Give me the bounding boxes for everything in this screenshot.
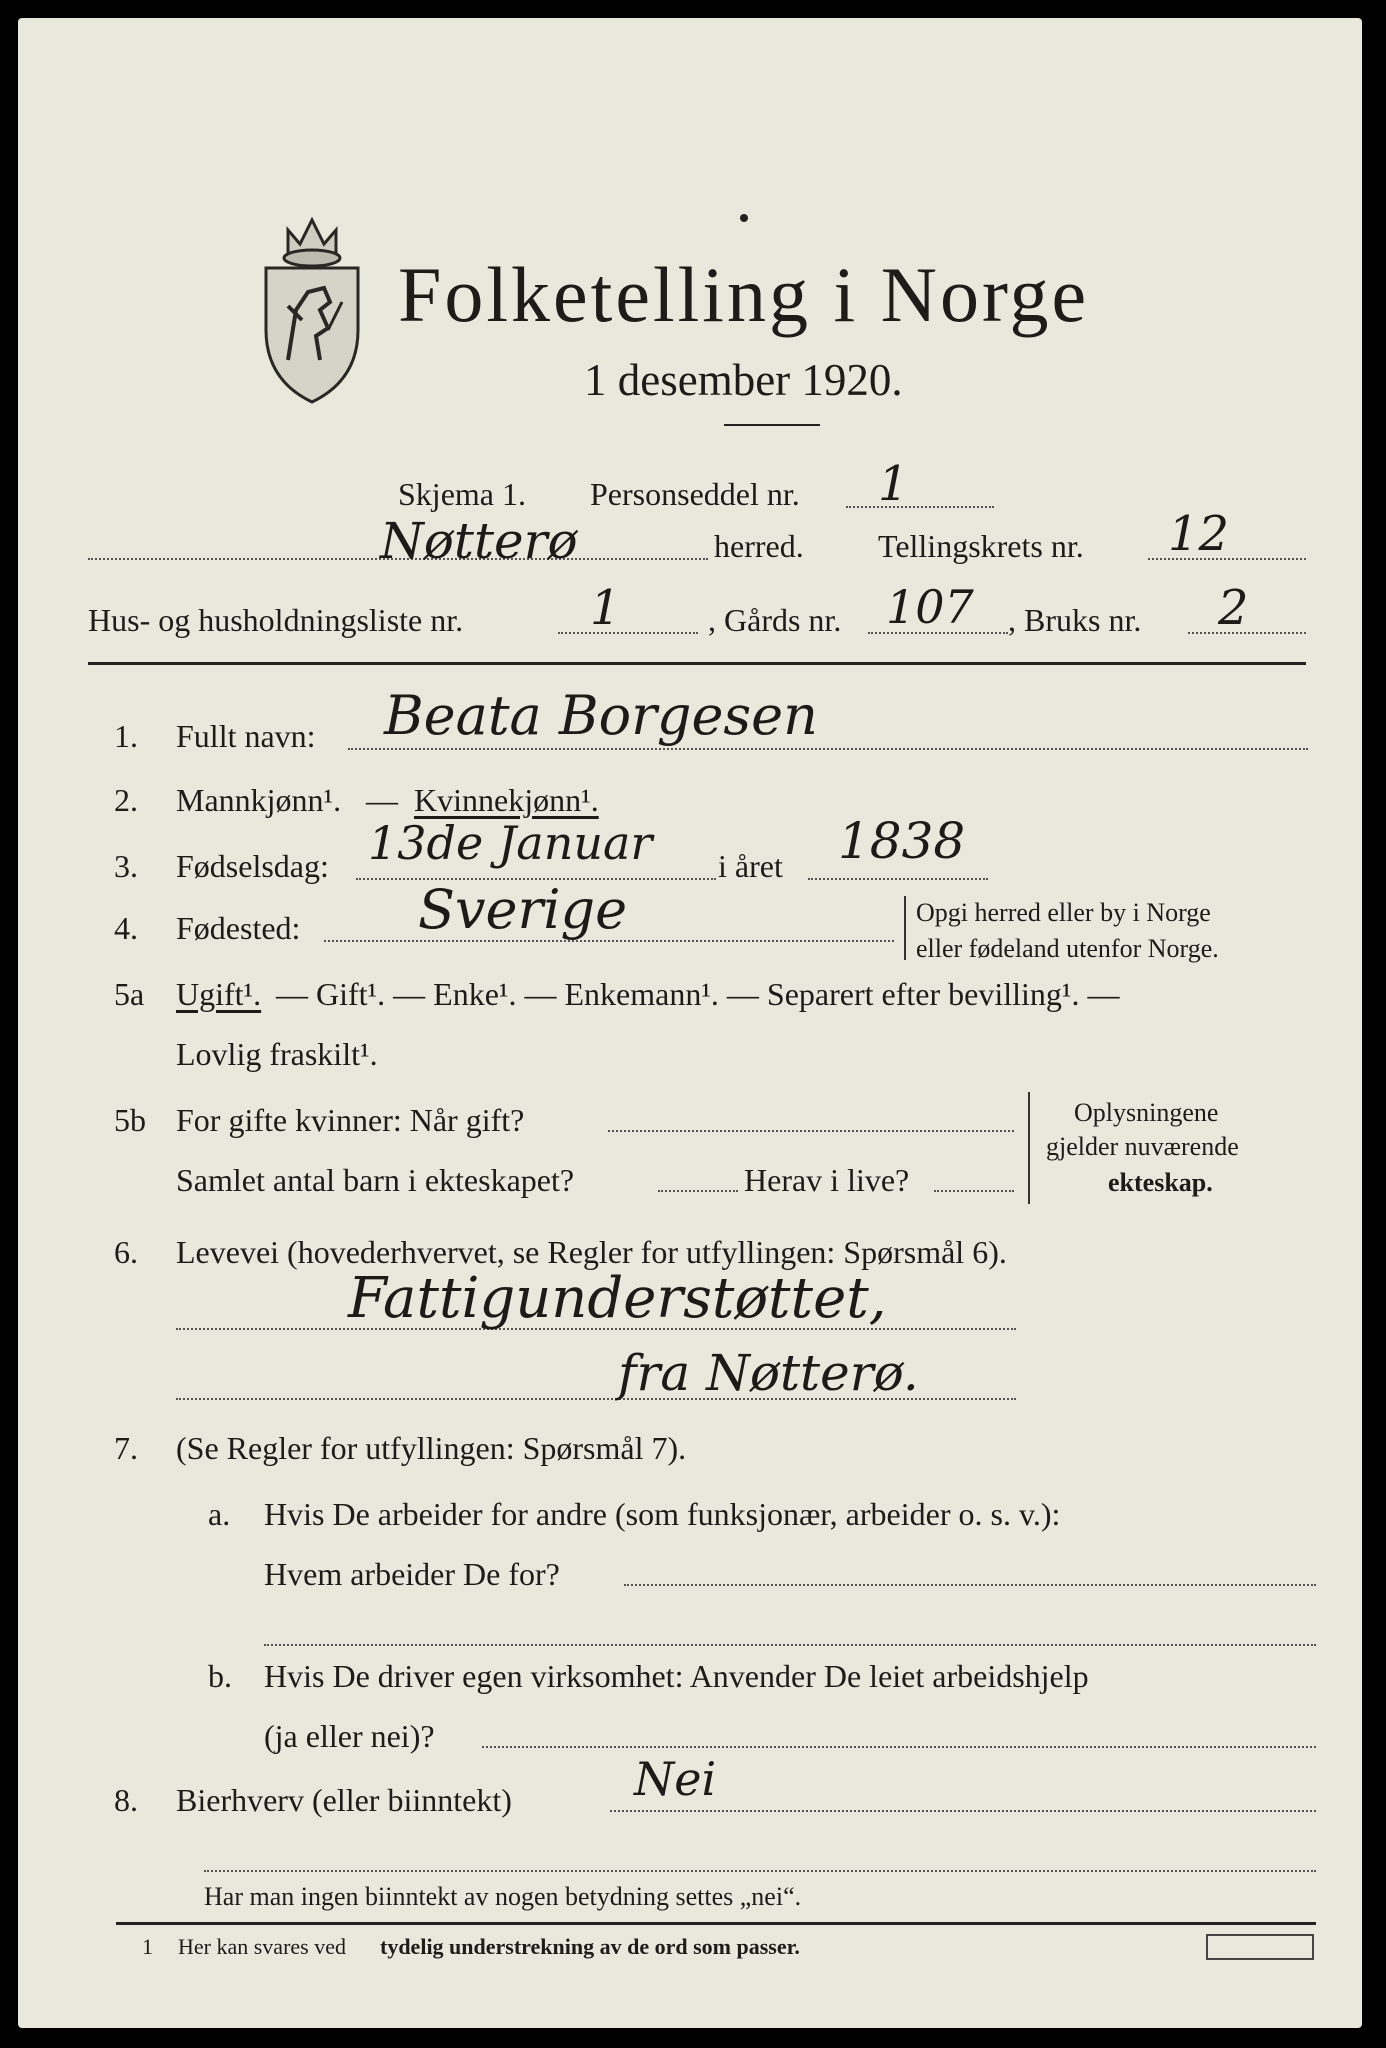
lovlig-fraskilt-option[interactable]: Lovlig fraskilt¹. bbox=[176, 1036, 378, 1072]
census-date: 1 desember 1920. bbox=[584, 355, 903, 405]
q6-number: 6. bbox=[114, 1234, 138, 1270]
q7b-question: (ja eller nei)? bbox=[264, 1718, 435, 1754]
q2-number: 2. bbox=[114, 782, 138, 818]
q1-line bbox=[348, 748, 1308, 750]
q5b-children-line bbox=[658, 1190, 738, 1192]
mannkjonn-option[interactable]: Mannkjønn¹. bbox=[176, 782, 342, 818]
q3-number: 3. bbox=[114, 848, 138, 884]
q1-number: 1. bbox=[114, 718, 138, 754]
q5b-when-married-line bbox=[608, 1130, 1014, 1132]
q8-number: 8. bbox=[114, 1782, 138, 1818]
q7b-letter: b. bbox=[208, 1658, 232, 1694]
marital-status-options[interactable]: — Gift¹. — Enke¹. — Enkemann¹. — Separert efter bevilling¹. — bbox=[276, 976, 1120, 1012]
q3-year-line bbox=[808, 878, 988, 880]
bruks-label: , Bruks nr. bbox=[1008, 602, 1142, 638]
q4-note-line2: eller fødeland utenfor Norge. bbox=[916, 934, 1219, 963]
ink-dot bbox=[740, 214, 748, 222]
q1-label: Fullt navn: bbox=[176, 718, 316, 754]
herred-label: herred. bbox=[714, 528, 804, 564]
census-form bbox=[18, 18, 1362, 2028]
kvinnekjonn-option[interactable]: Kvinnekjønn¹. bbox=[414, 782, 599, 818]
q8-line1 bbox=[610, 1810, 1316, 1812]
header-divider bbox=[88, 662, 1306, 665]
q4-note-line1: Opgi herred eller by i Norge bbox=[916, 898, 1211, 927]
q8-label: Bierhverv (eller biinntekt) bbox=[176, 1782, 512, 1818]
q5b-note-line2: gjelder nuværende bbox=[1046, 1132, 1239, 1161]
q7a-question: Hvem arbeider De for? bbox=[264, 1556, 560, 1592]
q7a-letter: a. bbox=[208, 1496, 231, 1532]
q5b-alive-label: Herav i live? bbox=[744, 1162, 910, 1198]
q5b-when-married-label: For gifte kvinner: Når gift? bbox=[176, 1102, 525, 1138]
ugift-option[interactable]: Ugift¹. bbox=[176, 976, 262, 1012]
personseddel-value[interactable]: 1 bbox=[878, 456, 909, 512]
q7a-text: Hvis De arbeider for andre (som funksjonær, arbeider o. s. v.): bbox=[264, 1496, 1061, 1532]
q4-number: 4. bbox=[114, 910, 138, 946]
gards-value[interactable]: 107 bbox=[886, 580, 974, 634]
printer-stamp bbox=[1206, 1934, 1314, 1960]
q7a-line1 bbox=[624, 1584, 1316, 1586]
q6-label: Levevei (hovederhvervet, se Regler for utfyllingen: Spørsmål 6). bbox=[176, 1234, 1007, 1270]
birthplace-value[interactable]: Sverige bbox=[418, 878, 628, 941]
q7b-line bbox=[482, 1746, 1316, 1748]
bruks-value[interactable]: 2 bbox=[1218, 580, 1249, 636]
form-title: Folketelling i Norge bbox=[398, 251, 1090, 338]
q5b-number: 5b bbox=[114, 1102, 146, 1138]
q5b-alive-line bbox=[934, 1190, 1014, 1192]
personseddel-line bbox=[846, 506, 994, 508]
side-income-value[interactable]: Nei bbox=[634, 1752, 717, 1806]
occupation-value-line1[interactable]: Fattigunderstøttet, bbox=[348, 1266, 887, 1331]
q5b-note-line1: Oplysningene bbox=[1074, 1098, 1219, 1127]
q5b-children-label: Samlet antal barn i ekteskapet? bbox=[176, 1162, 575, 1198]
tellingskrets-label: Tellingskrets nr. bbox=[878, 528, 1084, 564]
gards-label: , Gårds nr. bbox=[708, 602, 842, 638]
husholdningsliste-line bbox=[558, 632, 698, 634]
q3-year-label: i året bbox=[718, 848, 783, 884]
husholdningsliste-label: Hus- og husholdningsliste nr. bbox=[88, 602, 464, 638]
tellingskrets-value[interactable]: 12 bbox=[1168, 506, 1230, 562]
q7a-line2 bbox=[264, 1644, 1316, 1646]
footnote-number: 1 bbox=[142, 1934, 153, 1959]
q5b-note-line3: ekteskap. bbox=[1108, 1168, 1213, 1197]
full-name-value[interactable]: Beata Borgesen bbox=[384, 684, 818, 747]
birth-year-value[interactable]: 1838 bbox=[838, 812, 966, 870]
q5a-number: 5a bbox=[114, 976, 145, 1012]
husholdningsliste-value[interactable]: 1 bbox=[590, 580, 621, 636]
q5b-note-bracket bbox=[1028, 1092, 1030, 1204]
footer-divider bbox=[116, 1922, 1316, 1925]
skjema-label: Skjema 1. bbox=[398, 476, 526, 512]
q7b-text: Hvis De driver egen virksomhet: Anvender De leiet arbeidshjelp bbox=[264, 1658, 1089, 1694]
personseddel-label: Personseddel nr. bbox=[590, 476, 800, 512]
birthdate-value[interactable]: 13de Januar bbox=[368, 816, 653, 870]
footnote-emphasis: tydelig understrekning av de ord som passer. bbox=[380, 1934, 800, 1959]
coat-of-arms-emblem bbox=[258, 210, 366, 406]
q7-label: (Se Regler for utfyllingen: Spørsmål 7). bbox=[176, 1430, 687, 1466]
q4-note-bracket bbox=[904, 896, 906, 960]
q4-label: Fødested: bbox=[176, 910, 301, 946]
title-divider bbox=[724, 424, 820, 426]
herred-value[interactable]: Nøtterø bbox=[380, 512, 578, 570]
q8-line2 bbox=[204, 1870, 1316, 1872]
footnote-prefix: Her kan svares ved bbox=[178, 1934, 346, 1959]
occupation-value-line2[interactable]: fra Nøtterø. bbox=[618, 1344, 919, 1402]
biinntekt-note: Har man ingen biinntekt av nogen betydning settes „nei“. bbox=[204, 1882, 802, 1911]
q3-label: Fødselsdag: bbox=[176, 848, 329, 884]
q7-number: 7. bbox=[114, 1430, 138, 1466]
q2-separator: — bbox=[366, 782, 398, 818]
